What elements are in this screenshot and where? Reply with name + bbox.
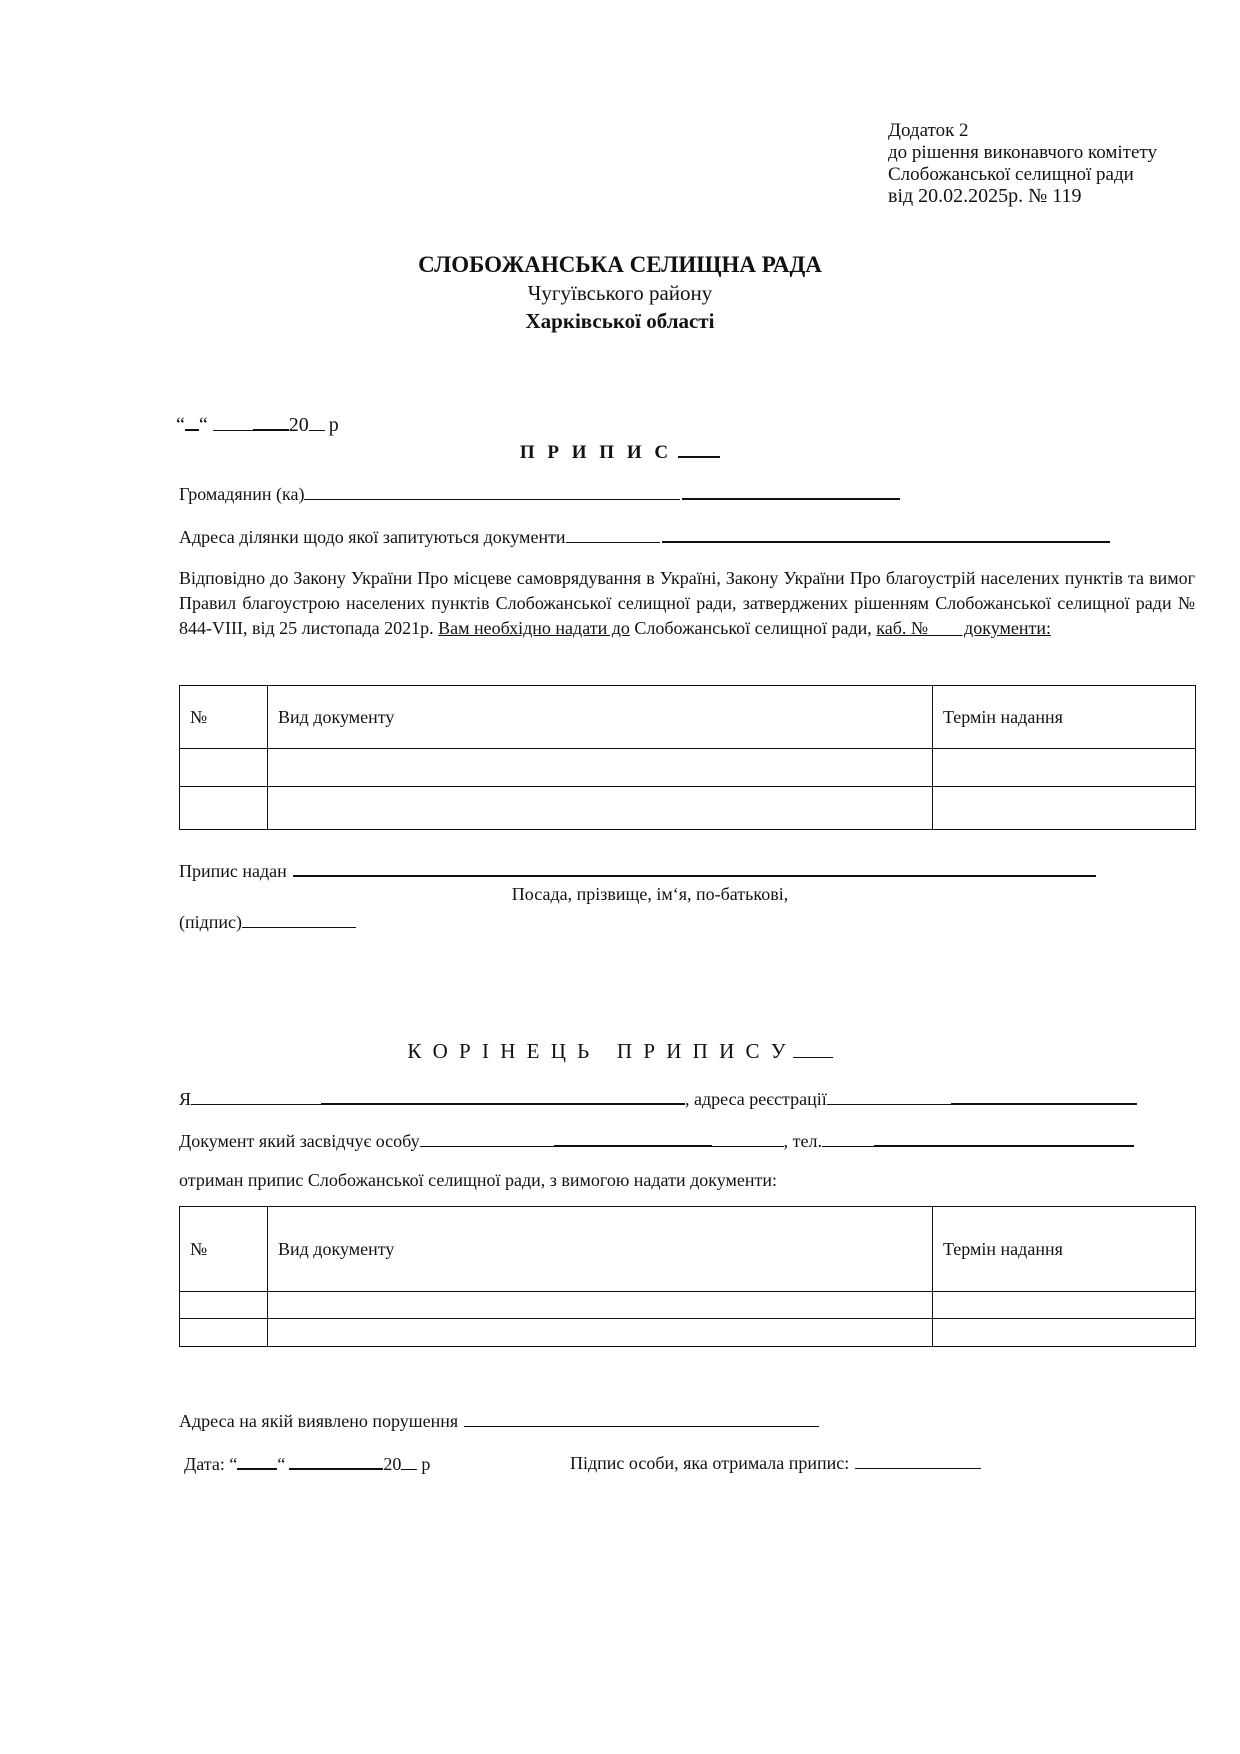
stub-id-blank-1[interactable] bbox=[420, 1128, 554, 1147]
cell-term[interactable] bbox=[933, 787, 1196, 830]
table-row bbox=[180, 1319, 1196, 1347]
header-doc-type: Вид документу bbox=[268, 686, 933, 749]
paragraph-main-text: Відповідно до Закону України Про місцеве самоврядування в Україні, Закону України Про благоустрій населених пунктів та вимог Правил благоустрою населених пунктів Слобожанської селищної ради, затверджених рішенням Слобожанської селищної ради № 844-VIII, від 25 листопада 2021р. bbox=[179, 568, 1195, 638]
paragraph-underlined-2: каб. № документи: bbox=[876, 618, 1051, 638]
organization-region: Харківської області bbox=[525, 309, 715, 333]
header-num: № bbox=[180, 686, 268, 749]
date-month-blank-1[interactable] bbox=[213, 412, 253, 431]
stub-date-line bbox=[184, 1450, 430, 1475]
cell-term[interactable] bbox=[933, 1319, 1196, 1347]
order-number-blank[interactable] bbox=[678, 440, 720, 458]
stub-recipient-signature-blank[interactable] bbox=[855, 1450, 981, 1469]
stub-date-suffix: р bbox=[421, 1454, 431, 1474]
order-documents-table bbox=[179, 685, 1196, 830]
stub-phone-blank-1[interactable] bbox=[822, 1128, 874, 1147]
date-open-quote: “ bbox=[176, 414, 185, 436]
citizen-name-blank-1[interactable] bbox=[304, 481, 680, 500]
stub-reg-address-label: , адреса реєстрації bbox=[685, 1089, 827, 1109]
stub-name-blank-2[interactable] bbox=[321, 1085, 685, 1105]
citizen-name-blank-2[interactable] bbox=[682, 480, 900, 500]
stub-violation-blank[interactable] bbox=[464, 1408, 819, 1427]
paragraph-underlined-1: Вам необхідно надати до bbox=[438, 618, 630, 638]
appendix-line-4: від 20.02.2025р. № 119 bbox=[888, 185, 1082, 207]
appendix-line-3: Слобожанської селищної ради bbox=[888, 164, 1134, 185]
stub-id-doc-label: Документ який засвідчує особу bbox=[179, 1131, 420, 1151]
stub-id-blank-2[interactable] bbox=[554, 1127, 712, 1147]
cell-doc-type[interactable] bbox=[268, 1319, 933, 1347]
organization-district: Чугуївського району bbox=[527, 281, 713, 305]
cell-num[interactable] bbox=[180, 1292, 268, 1319]
stub-recipient-signature-label: Підпис особи, яка отримала припис: bbox=[570, 1453, 850, 1473]
organization-name: СЛОБОЖАНСЬКА СЕЛИЩНА РАДА bbox=[418, 252, 822, 277]
stub-reg-address-blank-1[interactable] bbox=[827, 1086, 951, 1105]
citizen-label: Громадянин (ка) bbox=[179, 484, 305, 504]
stub-date-year-blank[interactable] bbox=[401, 1451, 417, 1470]
cell-num[interactable] bbox=[180, 749, 268, 787]
issued-caption: Посада, прізвище, ім‘я, по-батькові, bbox=[511, 884, 789, 904]
stub-i-line bbox=[179, 1085, 1137, 1110]
cell-term[interactable] bbox=[933, 749, 1196, 787]
issued-by-blank[interactable] bbox=[293, 857, 1096, 877]
date-year-blank[interactable] bbox=[309, 412, 325, 431]
stub-violation-line bbox=[179, 1408, 819, 1432]
table-row bbox=[180, 749, 1196, 787]
table-row bbox=[180, 787, 1196, 830]
stub-date-day-blank[interactable] bbox=[237, 1450, 277, 1470]
address-blank-1[interactable] bbox=[566, 524, 660, 543]
order-title bbox=[0, 440, 1240, 464]
date-month-blank-2[interactable] bbox=[253, 411, 289, 431]
issued-label: Припис надан bbox=[179, 861, 287, 881]
date-suffix: р bbox=[328, 414, 339, 436]
issued-by-line bbox=[179, 857, 1096, 882]
table-row bbox=[180, 1292, 1196, 1319]
stub-violation-label: Адреса на якій виявлено порушення bbox=[179, 1411, 459, 1431]
date-mid-quote: “ bbox=[198, 414, 208, 436]
date-day-blank[interactable] bbox=[185, 411, 199, 431]
header-num: № bbox=[180, 1207, 268, 1292]
address-line bbox=[179, 523, 1110, 548]
stub-received-text: отриман припис Слобожанської селищної ради, з вимогою надати документи: bbox=[179, 1170, 778, 1190]
order-paragraph bbox=[179, 566, 1195, 641]
paragraph-middle-text: Слобожанської селищної ради, bbox=[634, 618, 872, 638]
stub-number-blank[interactable] bbox=[793, 1039, 833, 1058]
cell-num[interactable] bbox=[180, 1319, 268, 1347]
stub-documents-table bbox=[179, 1206, 1196, 1347]
stub-title-text: К О Р І Н Е Ц Ь П Р И П И С У bbox=[407, 1039, 789, 1063]
stub-id-blank-3[interactable] bbox=[712, 1128, 784, 1147]
appendix-line-1: Додаток 2 bbox=[888, 120, 969, 141]
stub-name-blank-1[interactable] bbox=[191, 1086, 321, 1105]
citizen-line bbox=[179, 480, 900, 505]
signature-line bbox=[179, 909, 356, 933]
date-year: 20 bbox=[288, 414, 309, 436]
cell-doc-type[interactable] bbox=[268, 787, 933, 830]
cell-term[interactable] bbox=[933, 1292, 1196, 1319]
stub-reg-address-blank-2[interactable] bbox=[951, 1085, 1137, 1105]
stub-id-line bbox=[179, 1127, 1134, 1152]
appendix-line-2: до рішення виконавчого комітету bbox=[888, 142, 1157, 163]
table-header-row bbox=[180, 1207, 1196, 1292]
cell-doc-type[interactable] bbox=[268, 1292, 933, 1319]
cell-doc-type[interactable] bbox=[268, 749, 933, 787]
header-doc-type: Вид документу bbox=[268, 1207, 933, 1292]
stub-date-open-quote: “ bbox=[229, 1454, 238, 1474]
appendix-block bbox=[888, 120, 1157, 208]
stub-recipient-signature-line bbox=[570, 1450, 981, 1474]
header-term: Термін надання bbox=[933, 1207, 1196, 1292]
stub-date-label: Дата: bbox=[184, 1454, 225, 1474]
table-header-row bbox=[180, 686, 1196, 749]
header-term: Термін надання bbox=[933, 686, 1196, 749]
stub-date-year: 20 bbox=[383, 1454, 402, 1474]
signature-label: (підпис) bbox=[179, 912, 243, 932]
stub-date-month-blank[interactable] bbox=[289, 1450, 383, 1470]
stub-phone-blank-2[interactable] bbox=[874, 1127, 1134, 1147]
stub-date-mid-quote: “ bbox=[277, 1454, 286, 1474]
stub-phone-label: , тел. bbox=[783, 1131, 822, 1151]
cell-num[interactable] bbox=[180, 787, 268, 830]
order-title-text: П Р И П И С bbox=[519, 442, 673, 463]
order-date-line bbox=[176, 411, 339, 437]
stub-title bbox=[0, 1039, 1240, 1064]
stub-i-label: Я bbox=[179, 1089, 192, 1109]
address-blank-2[interactable] bbox=[662, 523, 1110, 543]
address-label: Адреса ділянки щодо якої запитуються документи bbox=[179, 527, 566, 547]
signature-blank[interactable] bbox=[242, 909, 356, 928]
